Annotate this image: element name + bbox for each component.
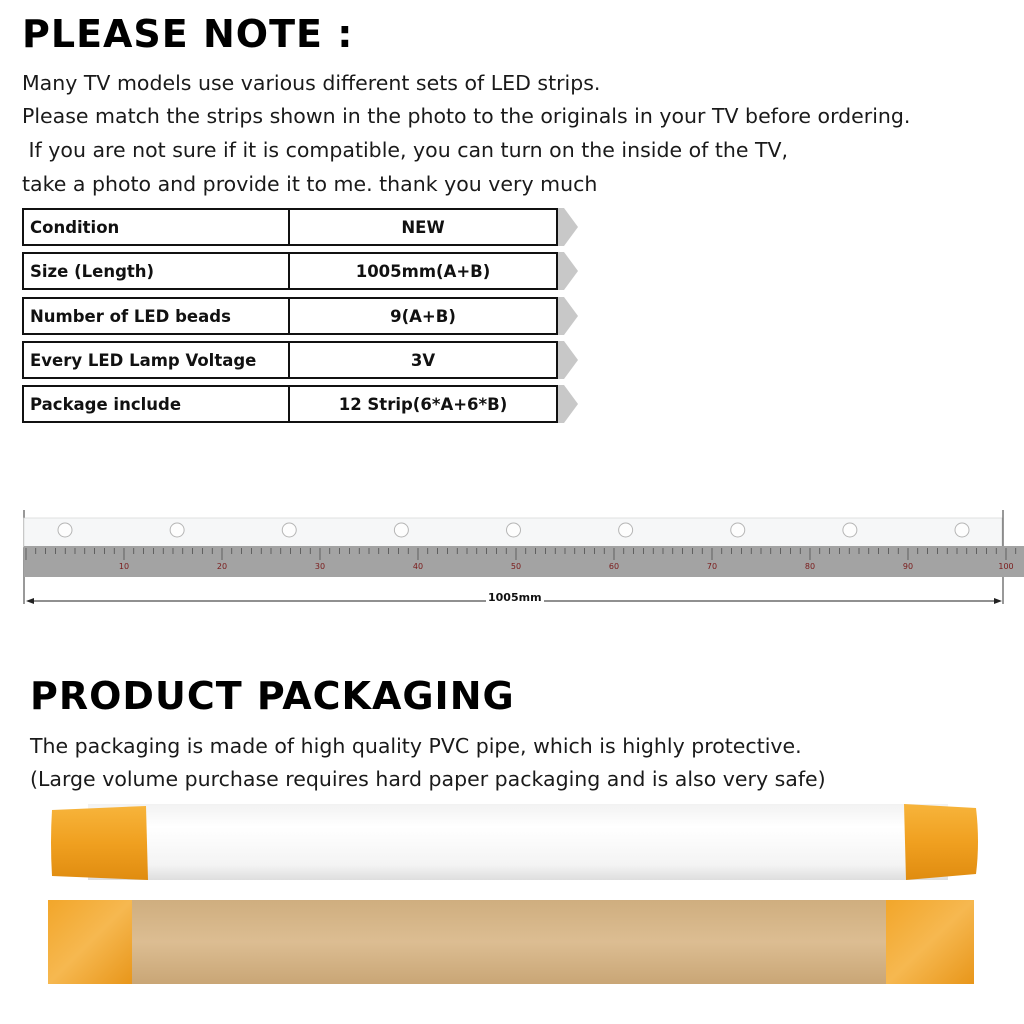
- ruler-major-label: 90: [902, 562, 914, 571]
- spec-row-condition: [22, 208, 582, 250]
- spec-value: 3V: [288, 341, 558, 379]
- led-bead: [619, 523, 633, 537]
- ruler-major-label: 50: [510, 562, 522, 571]
- spec-value: NEW: [288, 208, 558, 246]
- led-bead: [731, 523, 745, 537]
- led-bead: [507, 523, 521, 537]
- row-arrow-icon: [558, 297, 580, 335]
- ruler-major-label: 30: [314, 562, 326, 571]
- led-bead: [282, 523, 296, 537]
- length-dimension-label: 1005mm: [488, 591, 542, 604]
- ruler-major-label: 60: [608, 562, 620, 571]
- row-arrow-icon: [558, 385, 580, 423]
- spec-value: 9(A+B): [288, 297, 558, 335]
- product-packaging-title: PRODUCT PACKAGING: [30, 674, 515, 718]
- spec-value: 1005mm(A+B): [288, 252, 558, 290]
- tape-left: [51, 806, 148, 880]
- tape-right: [904, 804, 978, 880]
- ruler-major-label: 100: [998, 562, 1014, 571]
- led-bead: [843, 523, 857, 537]
- spec-label: Size (Length): [22, 252, 290, 290]
- note-line-2: Please match the strips shown in the photo to the originals in your TV before ordering.: [22, 104, 911, 128]
- steel-ruler: [24, 546, 1024, 577]
- spec-label: Condition: [22, 208, 290, 246]
- ruler-major-label: 70: [706, 562, 718, 571]
- spec-row-package: [22, 385, 582, 427]
- packaging-line-1: The packaging is made of high quality PVC pipe, which is highly protective.: [30, 734, 802, 758]
- packaging-line-2: (Large volume purchase requires hard paper packaging and is also very safe): [30, 767, 826, 791]
- spec-value: 12 Strip(6*A+6*B): [288, 385, 558, 423]
- row-arrow-icon: [558, 252, 580, 290]
- pvc-tube-photo: [48, 802, 980, 884]
- spec-label: Package include: [22, 385, 290, 423]
- spec-row-led-beads: [22, 297, 582, 339]
- ruler-major-label: 10: [118, 562, 130, 571]
- note-line-4: take a photo and provide it to me. thank you very much: [22, 172, 598, 196]
- note-line-3: If you are not sure if it is compatible, you can turn on the inside of the TV,: [22, 138, 789, 162]
- spec-row-size: [22, 252, 582, 294]
- note-line-1: Many TV models use various different sets of LED strips.: [22, 71, 601, 95]
- ruler-major-label: 40: [412, 562, 424, 571]
- led-bead: [58, 523, 72, 537]
- spec-row-voltage: [22, 341, 582, 383]
- led-bead: [170, 523, 184, 537]
- cardboard-tube-photo: [48, 896, 974, 988]
- tape-right: [886, 900, 974, 984]
- ruler-major-label: 80: [804, 562, 816, 571]
- ruler-major-label: 20: [216, 562, 228, 571]
- tape-left: [48, 900, 132, 984]
- row-arrow-icon: [558, 208, 580, 246]
- led-bead: [394, 523, 408, 537]
- led-bead: [955, 523, 969, 537]
- spec-label: Number of LED beads: [22, 297, 290, 335]
- spec-label: Every LED Lamp Voltage: [22, 341, 290, 379]
- row-arrow-icon: [558, 341, 580, 379]
- please-note-title: PLEASE NOTE :: [22, 12, 354, 56]
